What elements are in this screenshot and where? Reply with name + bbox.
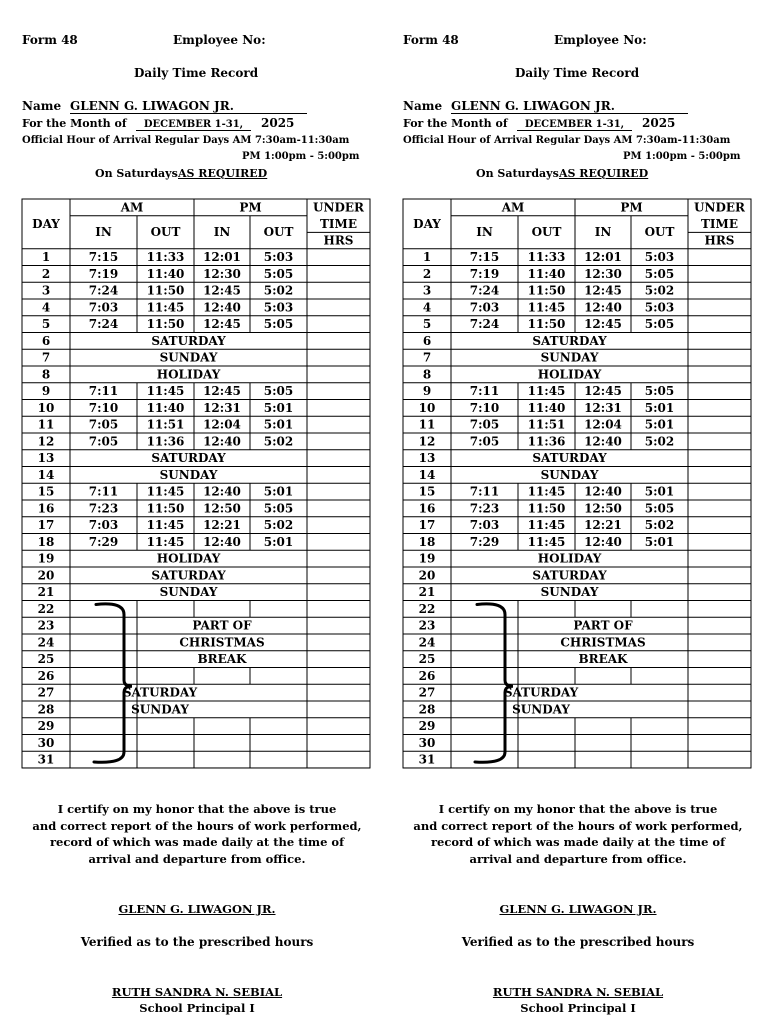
certification-line: and correct report of the hours of work performed, (413, 818, 743, 833)
pm-in-time: 12:45 (203, 384, 241, 399)
certification-line: arrival and departure from office. (469, 852, 687, 867)
day-number: 21 (37, 585, 55, 600)
am-out-time: 11:45 (146, 534, 185, 549)
day-number: 8 (422, 367, 432, 382)
official-hours-pm: PM 1:00pm - 5:00pm (623, 151, 741, 162)
day-number: 23 (37, 618, 55, 633)
day-number: 15 (418, 484, 436, 499)
pm-in-time: 12:31 (203, 400, 241, 415)
day-number: 22 (37, 601, 55, 616)
pm-column-header: PM (239, 200, 262, 215)
am-in-time: 7:24 (88, 317, 119, 332)
am-in-time: 7:03 (469, 300, 500, 315)
break-note: BREAK (578, 652, 628, 667)
day-number: 3 (41, 283, 51, 298)
am-column-header: AM (120, 200, 144, 215)
am-in-time: 7:05 (469, 417, 500, 432)
day-number: 19 (418, 551, 436, 566)
am-out-time: 11:33 (146, 250, 185, 265)
am-in-time: 7:29 (88, 534, 119, 549)
day-number: 9 (41, 384, 51, 399)
pm-out-time: 5:05 (644, 384, 675, 399)
pm-out-time: 5:02 (263, 518, 294, 533)
certification-line: record of which was made daily at the time of (49, 835, 345, 850)
am-out-time: 11:51 (527, 417, 566, 432)
day-number: 19 (37, 551, 55, 566)
day-note: SATURDAY (532, 333, 607, 348)
name-label: Name (22, 99, 62, 113)
am-in-time: 7:05 (88, 417, 119, 432)
am-out-time: 11:50 (527, 283, 566, 298)
day-note: SUNDAY (540, 467, 599, 482)
day-note: SUNDAY (159, 350, 218, 365)
day-note: SATURDAY (503, 685, 579, 700)
pm-out-header: OUT (263, 225, 294, 239)
day-number: 6 (41, 333, 51, 348)
day-number: 2 (41, 266, 51, 281)
pm-out-time: 5:01 (644, 484, 675, 499)
year: 2025 (261, 116, 295, 130)
pm-in-time: 12:45 (584, 317, 622, 332)
day-number: 17 (37, 518, 55, 533)
day-number: 20 (418, 568, 436, 583)
day-number: 29 (37, 719, 55, 734)
principal-title: School Principal I (139, 1001, 255, 1015)
am-out-time: 11:45 (527, 534, 566, 549)
day-number: 1 (422, 250, 432, 265)
day-note: SATURDAY (151, 568, 226, 583)
pm-out-time: 5:05 (263, 384, 294, 399)
am-in-time: 7:19 (88, 266, 119, 281)
pm-in-time: 12:31 (584, 400, 622, 415)
am-out-time: 11:45 (527, 300, 566, 315)
am-out-time: 11:36 (527, 434, 566, 449)
am-in-time: 7:24 (469, 317, 500, 332)
month-label: For the Month of (22, 117, 127, 130)
pm-out-time: 5:03 (644, 300, 675, 315)
day-number: 25 (418, 652, 436, 667)
employee-signature-name: GLENN G. LIWAGON JR. (499, 902, 657, 916)
employee-signature-name: GLENN G. LIWAGON JR. (118, 902, 276, 916)
day-number: 26 (418, 668, 436, 683)
bracket-mark (475, 604, 513, 762)
undertime-header: HRS (704, 233, 735, 248)
break-note: BREAK (197, 652, 247, 667)
official-hours-pm: PM 1:00pm - 5:00pm (242, 151, 360, 162)
saturdays-value: AS REQUIRED (559, 167, 649, 180)
time-record-table (22, 199, 370, 767)
day-number: 18 (418, 534, 436, 549)
am-out-time: 11:50 (527, 317, 566, 332)
employee-no-label: Employee No: (554, 33, 647, 47)
pm-out-time: 5:01 (263, 534, 294, 549)
month-label: For the Month of (403, 117, 508, 130)
undertime-header: UNDER (313, 200, 364, 215)
day-number: 3 (422, 283, 432, 298)
pm-in-time: 12:40 (584, 434, 622, 449)
day-number: 11 (37, 417, 55, 432)
day-note: SUNDAY (159, 467, 218, 482)
pm-in-time: 12:40 (203, 300, 241, 315)
pm-in-time: 12:40 (203, 484, 241, 499)
day-note: HOLIDAY (156, 551, 221, 566)
day-number: 10 (418, 400, 436, 415)
am-out-time: 11:45 (146, 518, 185, 533)
am-in-time: 7:10 (88, 400, 119, 415)
principal-name: RUTH SANDRA N. SEBIAL (492, 985, 664, 999)
day-number: 14 (418, 467, 436, 482)
day-note: HOLIDAY (537, 367, 602, 382)
day-number: 31 (37, 752, 55, 767)
pm-out-time: 5:01 (644, 417, 675, 432)
employee-no-label: Employee No: (173, 33, 266, 47)
pm-in-time: 12:50 (584, 501, 622, 516)
pm-out-time: 5:05 (263, 501, 294, 516)
day-number: 27 (418, 685, 436, 700)
pm-out-time: 5:03 (644, 250, 675, 265)
day-number: 1 (41, 250, 51, 265)
day-note: SATURDAY (532, 568, 607, 583)
am-in-time: 7:03 (469, 518, 500, 533)
pm-out-time: 5:01 (263, 400, 294, 415)
day-number: 26 (37, 668, 55, 683)
form-title: Daily Time Record (134, 66, 259, 80)
day-number: 7 (41, 350, 51, 365)
day-number: 20 (37, 568, 55, 583)
certification-text (22, 801, 372, 868)
form-number: Form 48 (403, 33, 459, 47)
pm-in-time: 12:04 (584, 417, 622, 432)
am-out-time: 11:45 (527, 384, 566, 399)
pm-out-time: 5:02 (644, 283, 675, 298)
undertime-header: TIME (701, 217, 738, 231)
day-number: 12 (37, 434, 55, 449)
day-number: 28 (418, 702, 436, 717)
day-number: 5 (41, 317, 51, 332)
pm-in-time: 12:40 (584, 300, 622, 315)
am-out-time: 11:36 (146, 434, 185, 449)
day-number: 30 (418, 735, 436, 750)
day-number: 7 (422, 350, 432, 365)
day-number: 14 (37, 467, 55, 482)
pm-in-time: 12:45 (584, 283, 622, 298)
am-in-time: 7:11 (469, 384, 500, 399)
day-note: SATURDAY (151, 333, 226, 348)
am-in-time: 7:05 (88, 434, 119, 449)
am-in-time: 7:23 (88, 501, 119, 516)
day-number: 10 (37, 400, 55, 415)
pm-in-header: IN (213, 225, 231, 239)
pm-out-time: 5:05 (644, 266, 675, 281)
day-note: SUNDAY (159, 585, 218, 600)
certification-line: record of which was made daily at the time of (430, 835, 726, 850)
employee-name: GLENN G. LIWAGON JR. (451, 99, 688, 114)
am-in-time: 7:10 (469, 400, 500, 415)
pm-in-time: 12:45 (203, 317, 241, 332)
pm-in-time: 12:21 (584, 518, 622, 533)
day-number: 24 (418, 635, 436, 650)
pm-out-time: 5:05 (263, 317, 294, 332)
pm-out-time: 5:03 (263, 300, 294, 315)
day-number: 4 (422, 300, 432, 315)
pm-in-time: 12:50 (203, 501, 241, 516)
day-note: SUNDAY (540, 350, 599, 365)
day-number: 27 (37, 685, 55, 700)
pm-out-time: 5:05 (644, 501, 675, 516)
undertime-header: HRS (323, 233, 354, 248)
am-in-time: 7:24 (469, 283, 500, 298)
am-in-time: 7:11 (88, 384, 119, 399)
day-number: 15 (37, 484, 55, 499)
official-hours-am: Official Hour of Arrival Regular Days AM 7:30am-11:30am (22, 135, 350, 146)
pm-out-time: 5:02 (263, 283, 294, 298)
am-out-time: 11:50 (146, 283, 185, 298)
pm-in-time: 12:21 (203, 518, 241, 533)
am-out-header: OUT (150, 225, 181, 239)
pm-out-time: 5:02 (644, 434, 675, 449)
year: 2025 (642, 116, 676, 130)
pm-in-time: 12:04 (203, 417, 241, 432)
day-number: 4 (41, 300, 51, 315)
day-note: HOLIDAY (156, 367, 221, 382)
certification-line: and correct report of the hours of work performed, (32, 818, 362, 833)
pm-in-time: 12:30 (584, 266, 622, 281)
pm-in-time: 12:45 (584, 384, 622, 399)
principal-title: School Principal I (520, 1001, 636, 1015)
pm-out-time: 5:05 (263, 266, 294, 281)
pm-out-time: 5:01 (644, 400, 675, 415)
am-out-time: 11:40 (527, 266, 566, 281)
pm-out-time: 5:01 (263, 417, 294, 432)
pm-in-time: 12:40 (584, 484, 622, 499)
am-out-time: 11:45 (527, 484, 566, 499)
day-number: 24 (37, 635, 55, 650)
month-value: DECEMBER 1-31, (517, 119, 632, 131)
am-in-time: 7:29 (469, 534, 500, 549)
day-number: 13 (418, 451, 436, 466)
undertime-header: TIME (320, 217, 357, 231)
day-number: 5 (422, 317, 432, 332)
day-number: 22 (418, 601, 436, 616)
break-note: CHRISTMAS (560, 635, 646, 650)
am-out-time: 11:33 (527, 250, 566, 265)
am-in-time: 7:03 (88, 518, 119, 533)
day-number: 31 (418, 752, 436, 767)
day-number: 6 (422, 333, 432, 348)
bracket-mark (94, 604, 132, 762)
am-in-time: 7:11 (469, 484, 500, 499)
break-note: PART OF (573, 618, 633, 633)
saturdays-label: On Saturdays (95, 167, 178, 180)
verified-text: Verified as to the prescribed hours (80, 935, 314, 949)
pm-out-time: 5:01 (644, 534, 675, 549)
break-note: CHRISTMAS (179, 635, 265, 650)
official-hours-am: Official Hour of Arrival Regular Days AM 7:30am-11:30am (403, 135, 731, 146)
principal-name: RUTH SANDRA N. SEBIAL (111, 985, 283, 999)
certification-line: I certify on my honor that the above is true (57, 802, 337, 816)
am-out-time: 11:45 (527, 518, 566, 533)
pm-in-time: 12:40 (584, 534, 622, 549)
am-out-time: 11:50 (527, 501, 566, 516)
day-number: 18 (37, 534, 55, 549)
break-note: PART OF (192, 618, 252, 633)
time-record-table (403, 199, 751, 767)
day-number: 21 (418, 585, 436, 600)
am-in-time: 7:03 (88, 300, 119, 315)
certification-text (403, 801, 753, 868)
am-out-time: 11:50 (146, 317, 185, 332)
certification-line: arrival and departure from office. (88, 852, 306, 867)
pm-in-time: 12:45 (203, 283, 241, 298)
pm-out-time: 5:02 (263, 434, 294, 449)
certification-line: I certify on my honor that the above is true (438, 802, 718, 816)
pm-out-time: 5:02 (644, 518, 675, 533)
pm-in-time: 12:40 (203, 434, 241, 449)
day-number: 11 (418, 417, 436, 432)
am-out-time: 11:45 (146, 484, 185, 499)
am-in-time: 7:15 (88, 250, 119, 265)
am-out-time: 11:50 (146, 501, 185, 516)
day-number: 16 (418, 501, 436, 516)
day-number: 9 (422, 384, 432, 399)
am-out-header: OUT (531, 225, 562, 239)
am-in-header: IN (476, 225, 493, 239)
day-number: 28 (37, 702, 55, 717)
day-number: 8 (41, 367, 51, 382)
day-note: SUNDAY (512, 702, 570, 717)
month-value: DECEMBER 1-31, (136, 119, 251, 131)
pm-column-header: PM (620, 200, 643, 215)
day-number: 23 (418, 618, 436, 633)
pm-in-time: 12:01 (584, 250, 622, 265)
pm-in-time: 12:01 (203, 250, 241, 265)
am-column-header: AM (501, 200, 525, 215)
day-note: SATURDAY (532, 451, 607, 466)
am-in-time: 7:05 (469, 434, 500, 449)
am-out-time: 11:51 (146, 417, 185, 432)
pm-out-time: 5:03 (263, 250, 294, 265)
pm-in-header: IN (594, 225, 612, 239)
am-in-time: 7:11 (88, 484, 119, 499)
am-out-time: 11:45 (146, 300, 185, 315)
dtr-form-right (381, 0, 765, 1024)
pm-out-time: 5:01 (263, 484, 294, 499)
verified-text: Verified as to the prescribed hours (461, 935, 695, 949)
am-in-time: 7:19 (469, 266, 500, 281)
am-out-time: 11:40 (146, 400, 185, 415)
am-in-time: 7:23 (469, 501, 500, 516)
pm-out-header: OUT (644, 225, 675, 239)
day-number: 12 (418, 434, 436, 449)
am-out-time: 11:40 (146, 266, 185, 281)
undertime-header: UNDER (694, 200, 745, 215)
day-number: 13 (37, 451, 55, 466)
pm-in-time: 12:30 (203, 266, 241, 281)
day-number: 16 (37, 501, 55, 516)
am-out-time: 11:40 (527, 400, 566, 415)
day-number: 25 (37, 652, 55, 667)
day-note: SATURDAY (122, 685, 198, 700)
name-label: Name (403, 99, 443, 113)
day-number: 30 (37, 735, 55, 750)
form-number: Form 48 (22, 33, 78, 47)
day-number: 29 (418, 719, 436, 734)
day-note: SATURDAY (151, 451, 226, 466)
pm-in-time: 12:40 (203, 534, 241, 549)
pm-out-time: 5:05 (644, 317, 675, 332)
day-column-header: DAY (413, 217, 441, 231)
day-number: 2 (422, 266, 432, 281)
day-note: SUNDAY (540, 585, 599, 600)
day-note: SUNDAY (131, 702, 189, 717)
am-in-time: 7:15 (469, 250, 500, 265)
day-column-header: DAY (32, 217, 60, 231)
day-note: HOLIDAY (537, 551, 602, 566)
saturdays-value: AS REQUIRED (178, 167, 268, 180)
am-out-time: 11:45 (146, 384, 185, 399)
am-in-time: 7:24 (88, 283, 119, 298)
am-in-header: IN (95, 225, 112, 239)
form-title: Daily Time Record (515, 66, 640, 80)
day-number: 17 (418, 518, 436, 533)
employee-name: GLENN G. LIWAGON JR. (70, 99, 307, 114)
saturdays-label: On Saturdays (476, 167, 559, 180)
